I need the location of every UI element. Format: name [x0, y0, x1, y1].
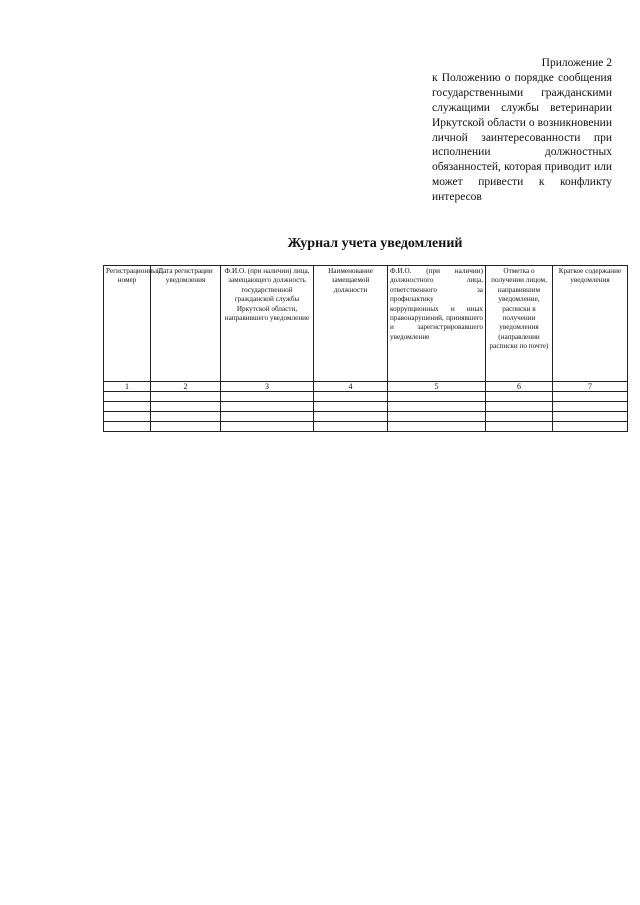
column-number: 6	[486, 382, 553, 392]
column-number: 4	[314, 382, 388, 392]
empty-cell	[221, 402, 314, 412]
empty-cell	[486, 412, 553, 422]
empty-cell	[553, 402, 628, 412]
journal-title: Журнал учета уведомлений	[287, 236, 463, 251]
empty-cell	[221, 392, 314, 402]
column-number: 5	[388, 382, 486, 392]
empty-cell	[104, 402, 151, 412]
header-position-name: Наименование замещаемой должности	[314, 266, 388, 382]
empty-cell	[104, 422, 151, 432]
empty-cell	[553, 392, 628, 402]
empty-cell	[388, 392, 486, 402]
header-notifier-name: Ф.И.О. (при наличии) лица, замещающего должность государственной гражданской службы Иркутской области, направившего уведомление	[221, 266, 314, 382]
empty-cell	[314, 402, 388, 412]
appendix-title: Приложение 2	[541, 57, 612, 69]
header-receipt-mark: Отметка о получении лицом, направившим уведомление, расписки в получении уведомления (направлении расписки по почте)	[486, 266, 553, 382]
appendix-text: к Положению о порядке сообщения государственными гражданскими служащими службы ветеринарии Иркутской области о возникновении личной заинтересованности при исполнении должностных обязанностей, которая приводит или может привести к конфликту интересов	[432, 71, 612, 204]
empty-cell	[314, 392, 388, 402]
column-number: 7	[553, 382, 628, 392]
empty-cell	[314, 422, 388, 432]
empty-cell	[221, 422, 314, 432]
empty-cell	[486, 402, 553, 412]
column-number: 1	[104, 382, 151, 392]
table-row	[104, 422, 628, 432]
header-summary: Краткое содержание уведомления	[553, 266, 628, 382]
header-responsible-official: Ф.И.О. (при наличии) должностного лица, ответственного за профилактику коррупционных и иных правонарушений, принявшего и зарегистрировавшего уведомление	[388, 266, 486, 382]
empty-cell	[151, 392, 221, 402]
empty-cell	[486, 392, 553, 402]
column-number: 2	[151, 382, 221, 392]
appendix-block	[432, 56, 612, 205]
empty-cell	[388, 412, 486, 422]
empty-cell	[151, 412, 221, 422]
notification-journal-table	[103, 265, 628, 432]
table-row	[104, 412, 628, 422]
empty-cell	[388, 422, 486, 432]
empty-cell	[104, 412, 151, 422]
empty-cell	[151, 422, 221, 432]
empty-cell	[388, 402, 486, 412]
header-row	[104, 266, 628, 382]
header-registration-date: Дата регистрации уведомления	[151, 266, 221, 382]
column-number-row	[104, 382, 628, 392]
empty-cell	[486, 422, 553, 432]
empty-cell	[553, 422, 628, 432]
empty-cell	[314, 412, 388, 422]
empty-cell	[221, 412, 314, 422]
table-row	[104, 392, 628, 402]
column-number: 3	[221, 382, 314, 392]
table-row	[104, 402, 628, 412]
empty-cell	[151, 402, 221, 412]
empty-cell	[104, 392, 151, 402]
header-registration-number: Регистрационный номер	[104, 266, 151, 382]
empty-cell	[553, 412, 628, 422]
